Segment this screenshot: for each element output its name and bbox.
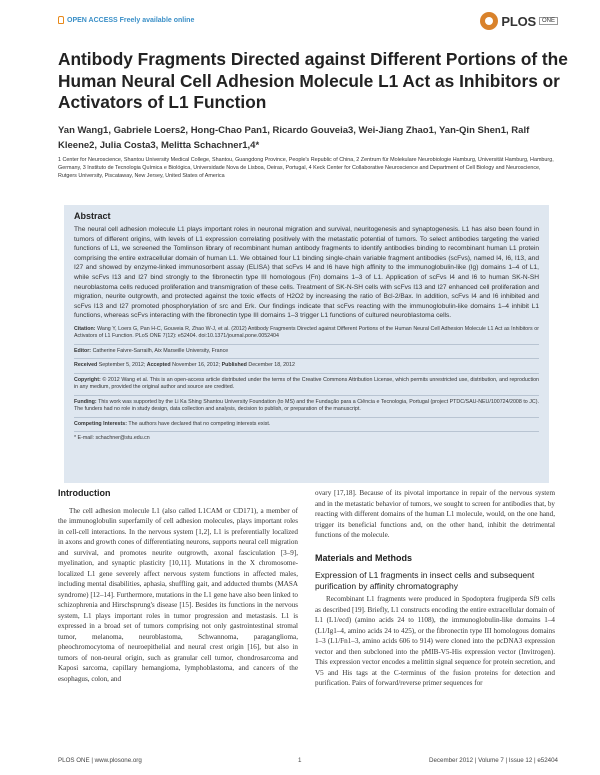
introduction-paragraph-continued: ovary [17,18]. Because of its pivotal importance in repair of the nervous system and in the metastatic behavior of tumors, we sought to screen for antibodies that, by reacting with different domains of the human L1 molecule, would, on the one hand, trigger its beneficial functions and, on the other hand, inhibit the detrimental functions of the molecule. [315,489,555,539]
contact-email[interactable]: * E-mail: schachner@stu.edu.cn [74,435,150,442]
abstract-text: The neural cell adhesion molecule L1 plays important roles in neuronal migration and survival, neuritogenesis and synaptogenesis. L1 has also been found in tumors of different origins, with levels of L1 expression correlating positively with the metastatic potential of tumors. To select antibodies targeting the varied functions of L1, we screened the Tomlinson library of recombinant human antibody fragments to identify antibodies binding to recombinant human L1 protein comprising the entire extracellular domain of human L1. We obtained four L1 binding single-chain variable fragment antibodies (scFvs), named I4, I6, I13, and I27 and showed by enzyme-linked immunosorbent assay (ELISA) that scFvs I4 and I6 have high affinity to the immunoglobulin-like (Ig) domains 1–4 of L1, while scFvs I13 and I27 bind strongly to the fibronectin type III homologous (Fn) domains 1–3 of L1. Application of scFvs I4 and I6 to human SK-N-SH neuroblastoma cells reduced proliferation and transmigration of these cells. Treatment of SK-N-SH cells with scFvs I13 and I27 enhanced cell proliferation and migration, neurite outgrowth, and protected against the toxic effects of H2O2 by increasing the ratio of Bcl-2/Bax. In addition, scFvs I4 and I6 inhibited and scFvs I13 and I27 promoted phosphorylation of src and Erk. Our findings indicate that scFvs reacting with the immunoglobulin-like domains 1–4 inhibit L1 functions, whereas scFvs interacting with the fibronectin type III domains 1–3 trigger L1 functions of cultured neuroblastoma cells. [74,226,539,320]
accepted-date: November 16, 2012; [172,362,221,369]
page-number: 1 [298,757,302,764]
open-access-banner [58,16,194,24]
citation-line [74,326,539,345]
article-metadata [74,326,539,446]
citation-text: Wang Y, Loers G, Pan H-C, Gouveia R, Zhao W-J, et al. (2012) Antibody Fragments Directed against Different Portions of the Human Neural Cell Adhesion Molecule L1 Act as Inhibitors or Activators of L1 Function. PLoS ONE 7(12): e52404. doi:10.1371/journal.pone.0052404 [74,325,539,340]
published-date: December 18, 2012 [248,362,295,369]
copyright-text: © 2012 Wang et al. This is an open-access article distributed under the terms of the Creative Commons Attribution License, which permits unrestricted use, distribution, and reproduction in any medium, provided the original author and source are credited. [74,376,539,391]
competing-label: Competing Interests: [74,420,127,427]
footer-journal[interactable]: PLOS ONE | www.plosone.org [58,757,142,764]
journal-sub: ONE [539,17,558,25]
left-column [58,488,298,684]
open-access-label: OPEN ACCESS Freely available online [67,16,195,24]
editor-line [74,348,539,360]
footer-issue: December 2012 | Volume 7 | Issue 12 | e52404 [429,757,558,764]
received-label: Received [74,362,98,369]
methods-paragraph: Recombinant L1 fragments were produced in Spodoptera frugiperda Sf9 cells as described [19]. Briefly, L1 constructs encoding the entire extracellular domain of L1 (L1/ecd) (amino acids 24 to 1108), the immunoglobulin-like domains 1–4 (L1/Ig1–4, amino acids 24 to 425), or the fibronectin type III homologous domains 1–3 (L1/Fn1–3, amino acids 606 to 914) were cloned into the pcDNA3 expression vector and then subcloned into the pMIB-V5-His expression vector (Invitrogen). This expression vector encodes a melittin signal sequence for protein secretion, and V5 and His tags at the C-terminus of the fusion proteins for detection and purification. Pairs of forward/reverse primer sequences for [315,595,555,687]
copyright-label: Copyright: [74,376,101,383]
introduction-paragraph: The cell adhesion molecule L1 (also called L1CAM or CD171), a member of the immunoglobulin superfamily of cell adhesion molecules, plays important roles in cell-cell interactions. In the nervous system [1,2], L1 is preferentially localized in axons and growth cones of differentiating neurons, supports neural cell migration and survival, and promotes neurite outgrowth, axonal fasciculation [3–9], myelination, and synaptic plasticity [10,11]. Mutations in the X chromosome-localized L1 gene severely affect nervous system functions in affected males, including mental disabilities, aphasia, shuffling gait, and adducted thumbs (MASA syndrome) [12–14]. Furthermore, mutations in the L1 gene have also been linked to schizophrenia and Hirschsprung's disease [15]. Besides its functions in the nervous system, L1 plays important roles in tumor progression and metastasis. L1 is expressed in a broad set of tumors comprising not only gastrointestinal stromal tumor, melanoma, neuroblastoma, Schwannoma, paraganglioma, pheochromocytoma of neuroepithelial and neural crest origin [16], but also in tumors of non-neural origin, such as granular cell tumor, chondrosarcoma and Kaposi sarcoma, capillary hemangioma, lymphoblastoma, and cancers of the esophagus, colon, and [58,506,298,683]
introduction-heading: Introduction [58,488,111,498]
email-line [74,435,539,446]
funding-line [74,399,539,418]
funding-label: Funding: [74,398,97,405]
right-column [315,488,555,689]
journal-brand: PLOS [501,13,536,29]
plos-logo-icon [480,12,498,30]
page-header [58,12,558,34]
editor-label: Editor: [74,347,92,354]
published-label: Published [221,362,247,369]
accepted-label: Accepted [146,362,171,369]
open-access-icon [58,16,64,24]
article-title: Antibody Fragments Directed against Different Portions of the Human Neural Cell Adhesion Molecule L1 Act as Inhibitors or Activators of L1 Function [58,49,568,112]
abstract-heading: Abstract [74,211,111,221]
author-list: Yan Wang1, Gabriele Loers2, Hong-Chao Pan1, Ricardo Gouveia3, Wei-Jiang Zhao1, Yan-Qin Shen1, Ralf Kleene2, Julia Costa3, Melitta Schachner1,4* [58,125,530,151]
funding-text: This work was supported by the Li Ka Shing Shantou University Foundation (to MS) and the Fundação para a Ciência e Tecnologia, Portugal (project PTDC/SAU-NEU/100724/2008 to JC). The funders had no role in study design, data collection and analysis, decision to publish, or preparation of the manuscript. [74,398,539,413]
methods-heading: Materials and Methods [315,552,413,563]
journal-logo [480,12,558,30]
competing-text: The authors have declared that no competing interests exist. [128,420,271,427]
competing-interests-line [74,421,539,433]
copyright-line [74,377,539,396]
editor-text: Catherine Faivre-Sarrailh, Aix Marseille University, France [92,347,229,354]
methods-subheading: Expression of L1 fragments in insect cells and subsequent purification by affinity chromatography [315,570,535,591]
abstract-box [64,205,549,483]
dates-line [74,362,539,374]
received-date: September 5, 2012; [98,362,146,369]
affiliations: 1 Center for Neuroscience, Shantou University Medical College, Shantou, Guangdong Province, People's Republic of China, 2 Zentrum für Molekulare Neurobiologie Hamburg, Universität Hamburg, Hamburg, Germany, 3 Instituto de Tecnologia Química e Biológica, Universidade Nova de Lisboa, Oeiras, Portugal, 4 Keck Center for Collaborative Neuroscience and Department of Cell Biology and Neuroscience, Rutgers University, Piscataway, New Jersey, United States of America [58,157,554,180]
citation-label: Citation: [74,325,96,332]
